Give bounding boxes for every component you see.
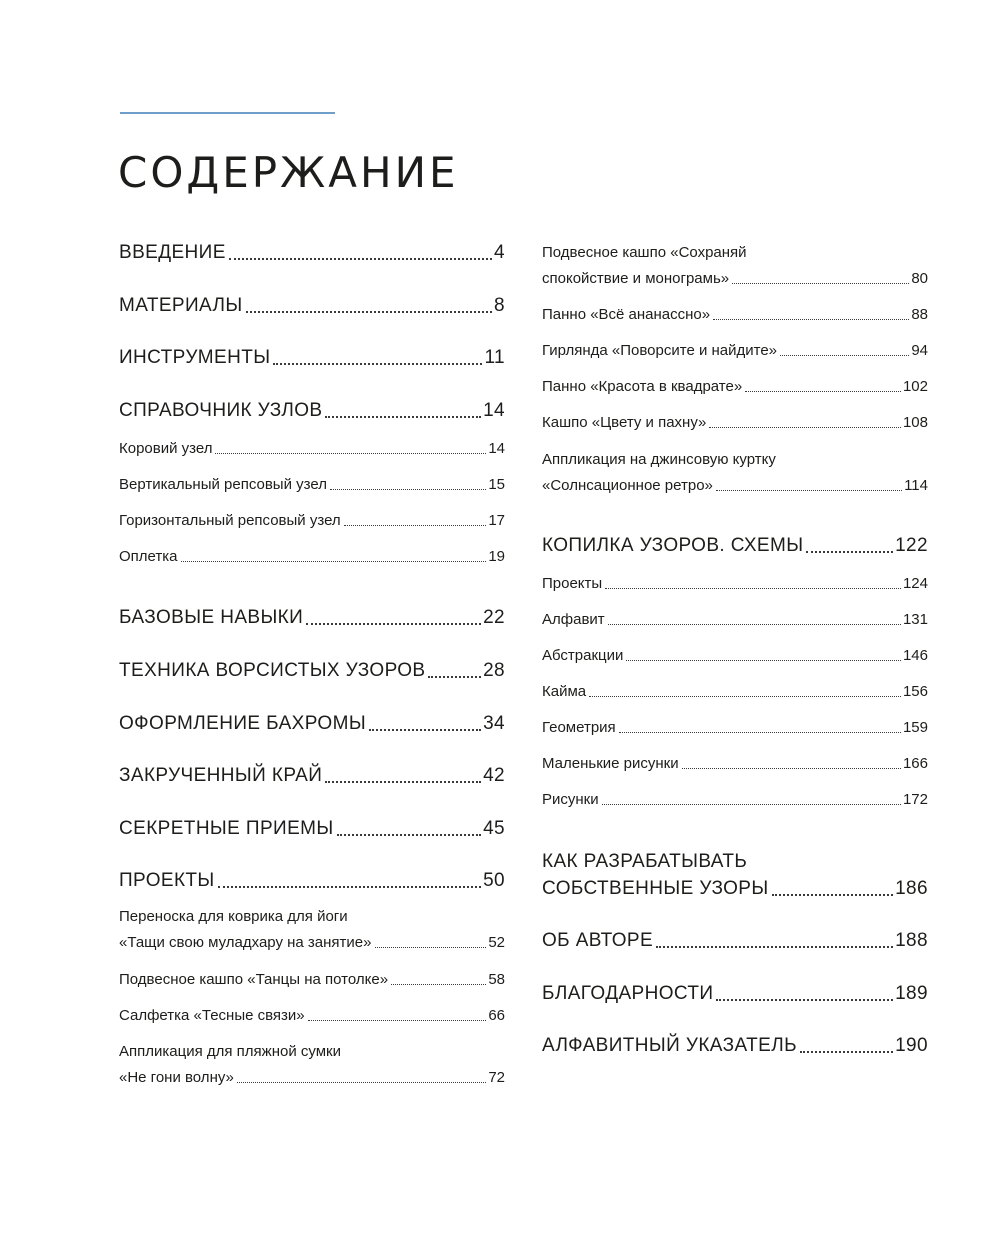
toc-entry-label: «Тащи свою муладхару на занятие»	[119, 934, 372, 951]
dot-leader	[732, 283, 909, 284]
toc-entry-label: ИНСТРУМЕНТЫ	[119, 347, 271, 368]
toc-entry-label: Салфетка «Тесные связи»	[119, 1007, 305, 1024]
toc-entry-page: 122	[895, 535, 928, 556]
toc-entry-label: Алфавит	[542, 611, 605, 628]
toc-entry-label: БАЗОВЫЕ НАВЫКИ	[119, 607, 304, 628]
dot-leader	[325, 781, 481, 783]
dot-leader	[229, 258, 492, 260]
toc-subentry[interactable]	[542, 477, 928, 494]
toc-entry-page: 50	[483, 870, 505, 891]
toc-entry-label: Проекты	[542, 575, 603, 592]
dot-leader	[745, 391, 901, 392]
toc-entry-page: 66	[488, 1007, 505, 1024]
dot-leader	[605, 588, 901, 589]
toc-entry-page: 166	[902, 755, 928, 772]
toc-entry-page: 15	[488, 476, 505, 493]
toc-entry[interactable]	[542, 535, 928, 557]
dot-leader	[237, 1082, 486, 1083]
toc-entry-label: Абстракции	[542, 647, 624, 664]
toc-entry-label: Рисунки	[542, 791, 599, 808]
dot-leader	[344, 525, 487, 526]
toc-entry-label: ОБ АВТОРЕ	[542, 930, 654, 951]
dot-leader	[273, 363, 482, 365]
dot-leader	[181, 561, 487, 562]
toc-entry-page: 159	[902, 719, 928, 736]
toc-entry-label: Панно «Всё ананассно»	[542, 306, 711, 323]
toc-entry[interactable]	[119, 713, 505, 735]
toc-subentry[interactable]	[542, 378, 928, 395]
toc-subentry[interactable]	[542, 683, 928, 700]
toc-entry-label: КОПИЛКА УЗОРОВ. СХЕМЫ	[542, 535, 804, 556]
toc-subentry[interactable]	[119, 476, 505, 493]
dot-leader	[713, 319, 909, 320]
toc-entry-page: 88	[911, 306, 928, 323]
dot-leader	[369, 729, 481, 731]
toc-subentry[interactable]	[119, 1069, 505, 1086]
toc-subentry[interactable]	[119, 512, 505, 529]
toc-entry-label: Вертикальный репсовый узел	[119, 476, 327, 493]
toc-entry[interactable]	[119, 400, 505, 422]
toc-entry-label: Гирлянда «Поворсите и найдите»	[542, 342, 778, 359]
toc-entry-label-line1: Аппликация для пляжной сумки	[119, 1043, 341, 1060]
toc-entry-label: БЛАГОДАРНОСТИ	[542, 983, 714, 1004]
dot-leader	[716, 490, 902, 491]
dot-leader	[308, 1020, 487, 1021]
toc-subentry[interactable]	[542, 575, 928, 592]
toc-entry[interactable]	[542, 878, 928, 900]
dot-leader	[330, 489, 486, 490]
toc-entry-label: Горизонтальный репсовый узел	[119, 512, 341, 529]
toc-entry-page: 45	[483, 818, 505, 839]
toc-entry-page: 108	[902, 414, 928, 431]
toc-entry-label: СЕКРЕТНЫЕ ПРИЕМЫ	[119, 818, 334, 839]
dot-leader	[589, 696, 901, 697]
toc-entry[interactable]	[119, 295, 505, 317]
toc-entry[interactable]	[119, 347, 505, 369]
toc-entry-page: 58	[488, 971, 505, 988]
dot-leader	[806, 551, 893, 553]
toc-subentry[interactable]	[542, 611, 928, 628]
toc-entry-page: 14	[488, 440, 505, 457]
dot-leader	[772, 894, 894, 896]
toc-entry[interactable]	[119, 765, 505, 787]
toc-entry-page: 188	[895, 930, 928, 951]
toc-entry-page: 186	[895, 878, 928, 899]
dot-leader	[337, 834, 481, 836]
dot-leader	[215, 453, 486, 454]
toc-entry[interactable]	[542, 1035, 928, 1057]
toc-entry-page: 17	[488, 512, 505, 529]
toc-entry-page: 172	[902, 791, 928, 808]
toc-entry-label: АЛФАВИТНЫЙ УКАЗАТЕЛЬ	[542, 1035, 797, 1056]
dot-leader	[246, 311, 492, 313]
toc-entry-page: 19	[488, 548, 505, 565]
dot-leader	[391, 984, 486, 985]
toc-entry-page: 42	[483, 765, 505, 786]
dot-leader	[626, 660, 901, 661]
toc-subentry[interactable]	[542, 791, 928, 808]
toc-entry-page: 72	[488, 1069, 505, 1086]
dot-leader	[716, 999, 893, 1001]
toc-entry-label: Кашпо «Цвету и пахну»	[542, 414, 707, 431]
toc-entry-label: МАТЕРИАЛЫ	[119, 295, 243, 316]
dot-leader	[656, 946, 893, 948]
dot-leader	[682, 768, 901, 769]
toc-entry-label: ТЕХНИКА ВОРСИСТЫХ УЗОРОВ	[119, 660, 426, 681]
toc-entry-page: 102	[902, 378, 928, 395]
toc-entry-page: 114	[904, 477, 928, 494]
toc-entry-label: ПРОЕКТЫ	[119, 870, 215, 891]
toc-entry-page: 14	[483, 400, 505, 421]
toc-entry-page: 156	[902, 683, 928, 700]
toc-entry-label: ЗАКРУЧЕННЫЙ КРАЙ	[119, 765, 323, 786]
dot-leader	[428, 676, 481, 678]
toc-entry-label: «Не гони волну»	[119, 1069, 234, 1086]
toc-entry[interactable]	[119, 870, 505, 892]
toc-entry[interactable]	[119, 242, 505, 264]
dot-leader	[619, 732, 901, 733]
toc-entry-page: 189	[895, 983, 928, 1004]
toc-entry-label: «Солнсационное ретро»	[542, 477, 713, 494]
toc-entry-label: Оплетка	[119, 548, 178, 565]
toc-subentry[interactable]	[542, 270, 928, 287]
toc-entry-label: ОФОРМЛЕНИЕ БАХРОМЫ	[119, 713, 367, 734]
toc-entry-page: 146	[902, 647, 928, 664]
toc-entry-page: 190	[895, 1035, 928, 1056]
page-title: СОДЕРЖАНИЕ	[118, 148, 459, 197]
dot-leader	[709, 427, 901, 428]
toc-entry-label: СОБСТВЕННЫЕ УЗОРЫ	[542, 878, 769, 899]
dot-leader	[325, 416, 481, 418]
toc-entry[interactable]	[119, 818, 505, 840]
toc-subentry[interactable]	[119, 440, 505, 457]
toc-entry-label: спокойствие и монограмь»	[542, 270, 730, 287]
toc-subentry[interactable]	[119, 1007, 505, 1024]
toc-subentry[interactable]	[542, 342, 928, 359]
toc-subentry[interactable]	[542, 719, 928, 736]
dot-leader	[218, 886, 481, 888]
toc-entry[interactable]	[542, 983, 928, 1005]
toc-entry[interactable]	[119, 660, 505, 682]
dot-leader	[608, 624, 901, 625]
toc-entry-label-line1: КАК РАЗРАБАТЫВАТЬ	[542, 851, 748, 872]
dot-leader	[800, 1051, 893, 1053]
toc-subentry[interactable]	[542, 647, 928, 664]
toc-entry-page: 94	[911, 342, 928, 359]
toc-entry-label: Маленькие рисунки	[542, 755, 679, 772]
toc-entry-page: 124	[902, 575, 928, 592]
toc-entry-page: 52	[488, 934, 505, 951]
toc-subentry[interactable]	[119, 971, 505, 988]
dot-leader	[375, 947, 487, 948]
toc-entry-label-line1: Аппликация на джинсовую куртку	[542, 451, 776, 468]
toc-subentry[interactable]	[119, 934, 505, 951]
toc-entry-label: Панно «Красота в квадрате»	[542, 378, 743, 395]
dot-leader	[602, 804, 901, 805]
dot-leader	[306, 623, 481, 625]
toc-entry-label: Коровий узел	[119, 440, 213, 457]
toc-entry[interactable]	[119, 607, 505, 629]
dot-leader	[780, 355, 909, 356]
toc-subentry[interactable]	[119, 548, 505, 565]
toc-entry-page: 4	[494, 242, 505, 263]
toc-entry-page: 8	[494, 295, 505, 316]
toc-entry-label-line1: Подвесное кашпо «Сохраняй	[542, 244, 747, 261]
accent-rule	[120, 112, 335, 114]
toc-entry-page: 80	[911, 270, 928, 287]
toc-entry-page: 34	[483, 713, 505, 734]
toc-entry-page: 28	[483, 660, 505, 681]
toc-entry-label: Подвесное кашпо «Танцы на потолке»	[119, 971, 389, 988]
toc-subentry[interactable]	[542, 414, 928, 431]
toc-entry[interactable]	[542, 930, 928, 952]
toc-entry-page: 131	[902, 611, 928, 628]
toc-subentry[interactable]	[542, 755, 928, 772]
toc-entry-label: Кайма	[542, 683, 587, 700]
toc-entry-label: Геометрия	[542, 719, 616, 736]
toc-entry-page: 22	[483, 607, 505, 628]
toc-entry-label: СПРАВОЧНИК УЗЛОВ	[119, 400, 323, 421]
toc-entry-label-line1: Переноска для коврика для йоги	[119, 908, 348, 925]
toc-entry-page: 11	[484, 347, 505, 368]
toc-subentry[interactable]	[542, 306, 928, 323]
toc-entry-label: ВВЕДЕНИЕ	[119, 242, 226, 263]
